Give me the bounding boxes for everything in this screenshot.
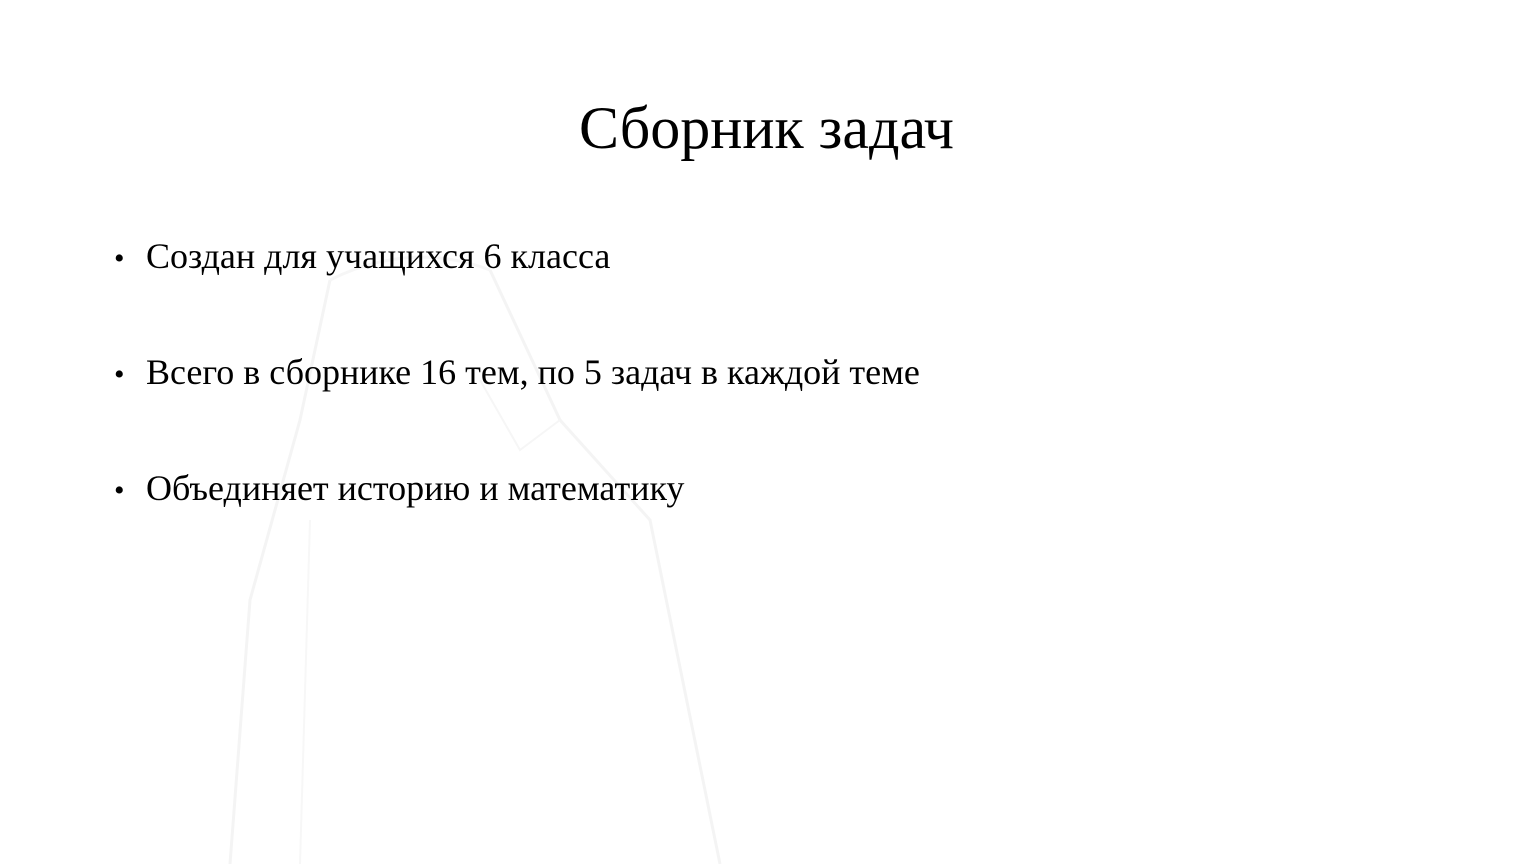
bullet-icon: • (114, 242, 125, 275)
bullet-text: Создан для учащихся 6 класса (146, 236, 611, 276)
bullet-text: Объединяет историю и математику (146, 468, 685, 508)
bullet-item (114, 232, 1414, 348)
bullet-icon: • (114, 474, 125, 507)
bullet-item (114, 464, 1414, 580)
bullet-text: Всего в сборнике 16 тем, по 5 задач в каждой теме (146, 352, 920, 392)
slide-title: Сборник задач (579, 95, 954, 161)
bullet-list (114, 232, 1414, 580)
bullet-icon: • (114, 358, 125, 391)
bullet-item (114, 348, 1414, 464)
